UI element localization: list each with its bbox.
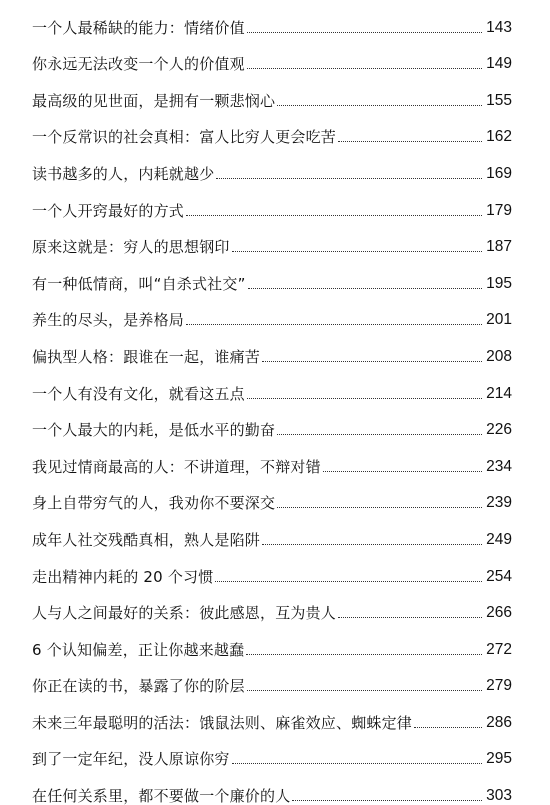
toc-entry-title: 未来三年最聪明的活法：饿鼠法则、麻雀效应、蜘蛛定律 [32, 713, 413, 732]
toc-entry[interactable] [32, 512, 512, 549]
toc-entry[interactable] [32, 73, 512, 110]
dot-leader [247, 32, 482, 33]
toc-entry[interactable] [32, 0, 512, 37]
toc-entry-page-number: 149 [486, 55, 512, 73]
table-of-contents [32, 0, 512, 805]
toc-entry[interactable] [32, 732, 512, 769]
dot-leader [277, 434, 482, 435]
toc-entry-title: 最高级的见世面，是拥有一颗悲悯心 [32, 91, 276, 110]
toc-entry[interactable] [32, 110, 512, 147]
toc-entry[interactable] [32, 403, 512, 440]
toc-entry-page-number: 279 [486, 677, 512, 695]
dot-leader [277, 105, 482, 106]
toc-entry[interactable] [32, 366, 512, 403]
toc-entry[interactable] [32, 768, 512, 805]
dot-leader [216, 178, 482, 179]
toc-entry[interactable] [32, 549, 512, 586]
dot-leader [215, 581, 482, 582]
toc-entry-title: 一个人有没有文化，就看这五点 [32, 384, 245, 403]
toc-entry-title: 一个人开窍最好的方式 [32, 201, 185, 220]
toc-entry[interactable] [32, 695, 512, 732]
toc-entry-page-number: 208 [486, 347, 512, 365]
toc-entry[interactable] [32, 293, 512, 330]
toc-entry-page-number: 201 [486, 311, 512, 329]
toc-entry[interactable] [32, 622, 512, 659]
toc-entry-page-number: 295 [486, 750, 512, 768]
toc-entry[interactable] [32, 256, 512, 293]
toc-entry[interactable] [32, 586, 512, 623]
toc-entry-title: 读书越多的人，内耗就越少 [32, 164, 215, 183]
toc-entry-title: 身上自带穷气的人，我劝你不要深交 [32, 494, 276, 513]
toc-entry[interactable] [32, 329, 512, 366]
toc-entry[interactable] [32, 37, 512, 74]
toc-entry-page-number: 214 [486, 384, 512, 402]
toc-entry[interactable] [32, 439, 512, 476]
dot-leader [232, 763, 482, 764]
toc-entry-title: 我见过情商最高的人：不讲道理，不辩对错 [32, 457, 321, 476]
toc-entry-page-number: 187 [486, 238, 512, 256]
toc-entry-title: 6 个认知偏差，正让你越来越蠢 [32, 640, 245, 659]
dot-leader [323, 471, 482, 472]
toc-entry-title: 一个反常识的社会真相：富人比穷人更会吃苦 [32, 128, 337, 147]
toc-entry-title: 你正在读的书，暴露了你的阶层 [32, 677, 245, 696]
toc-entry-page-number: 143 [486, 18, 512, 36]
dot-leader [247, 690, 482, 691]
dot-leader [262, 544, 482, 545]
dot-leader [186, 324, 482, 325]
toc-entry-title: 人与人之间最好的关系：彼此感恩，互为贵人 [32, 604, 337, 623]
dot-leader [338, 617, 482, 618]
dot-leader [247, 68, 482, 69]
toc-entry-title: 一个人最大的内耗，是低水平的勤奋 [32, 421, 276, 440]
toc-entry-page-number: 249 [486, 530, 512, 548]
toc-entry-page-number: 195 [486, 274, 512, 292]
toc-entry-title: 有一种低情商，叫“自杀式社交” [32, 274, 246, 293]
toc-entry[interactable] [32, 146, 512, 183]
dot-leader [277, 507, 482, 508]
toc-entry-page-number: 303 [486, 787, 512, 805]
toc-entry-page-number: 169 [486, 164, 512, 182]
dot-leader [338, 141, 482, 142]
dot-leader [232, 251, 482, 252]
toc-entry-page-number: 266 [486, 604, 512, 622]
toc-entry-page-number: 239 [486, 494, 512, 512]
toc-entry[interactable] [32, 476, 512, 513]
toc-entry-title: 偏执型人格：跟谁在一起，谁痛苦 [32, 347, 261, 366]
toc-entry-page-number: 226 [486, 421, 512, 439]
toc-entry-title: 成年人社交残酷真相，熟人是陷阱 [32, 530, 261, 549]
toc-entry-page-number: 272 [486, 640, 512, 658]
toc-entry[interactable] [32, 220, 512, 257]
toc-entry-page-number: 234 [486, 457, 512, 475]
toc-entry[interactable] [32, 183, 512, 220]
toc-entry-page-number: 179 [486, 201, 512, 219]
toc-entry-title: 走出精神内耗的 20 个习惯 [32, 567, 214, 586]
toc-entry-title: 原来这就是：穷人的思想钢印 [32, 238, 230, 257]
toc-entry[interactable] [32, 659, 512, 696]
dot-leader [186, 215, 482, 216]
toc-entry-page-number: 286 [486, 713, 512, 731]
toc-entry-page-number: 162 [486, 128, 512, 146]
toc-entry-page-number: 254 [486, 567, 512, 585]
toc-entry-title: 在任何关系里，都不要做一个廉价的人 [32, 787, 291, 805]
toc-entry-page-number: 155 [486, 91, 512, 109]
dot-leader [247, 398, 482, 399]
dot-leader [248, 288, 482, 289]
toc-entry-title: 一个人最稀缺的能力：情绪价值 [32, 18, 245, 37]
dot-leader [262, 361, 482, 362]
dot-leader [414, 727, 482, 728]
toc-entry-title: 养生的尽头，是养格局 [32, 311, 185, 330]
toc-entry-title: 到了一定年纪，没人原谅你穷 [32, 750, 230, 769]
dot-leader [246, 654, 482, 655]
toc-entry-title: 你永远无法改变一个人的价值观 [32, 55, 245, 74]
